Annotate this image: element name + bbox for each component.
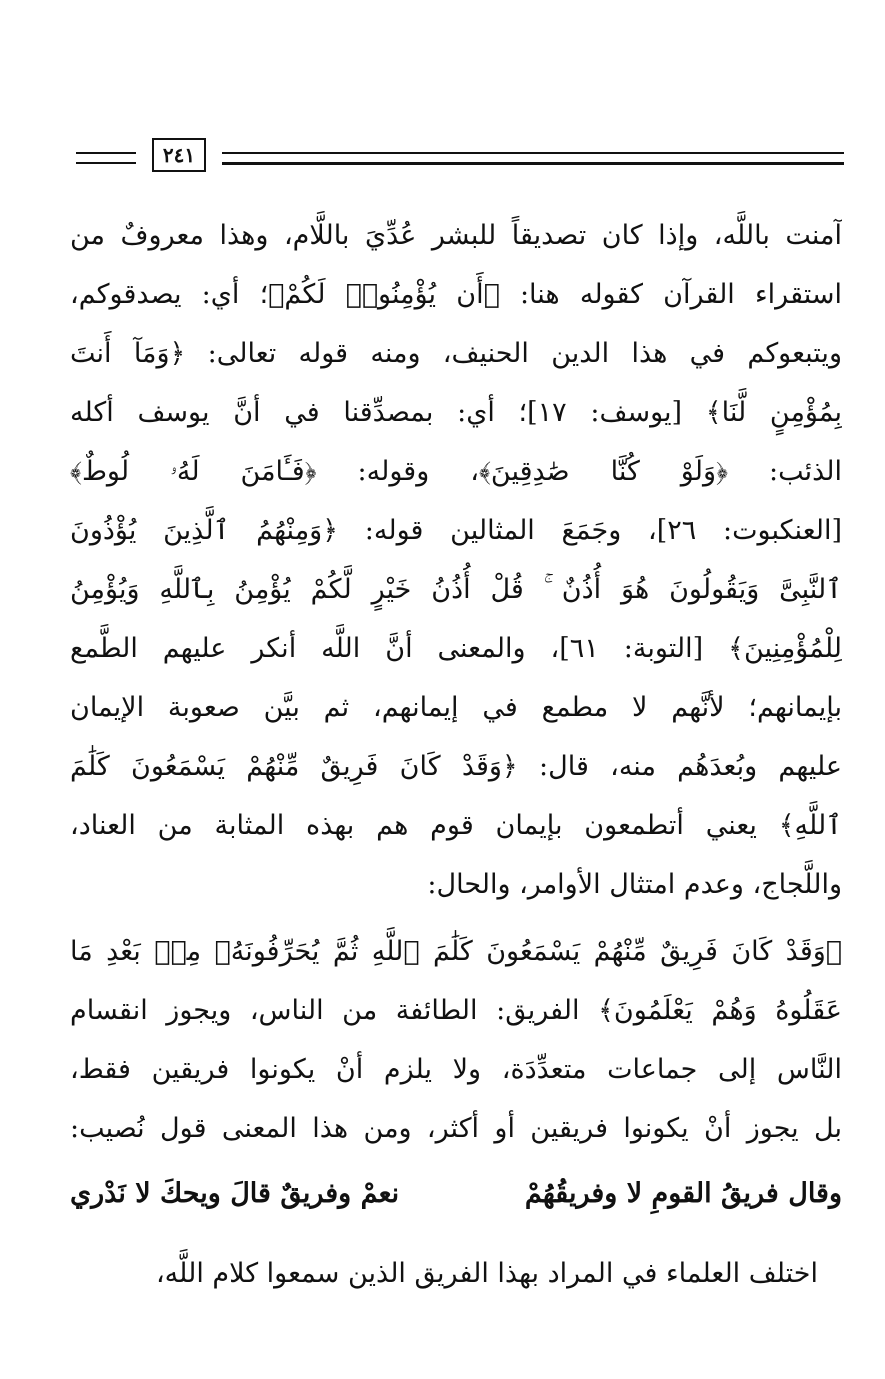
text-line: واللَّجاج، وعدم امتثال الأوامر، والحال:	[427, 869, 842, 900]
page-header	[76, 138, 844, 178]
text-line: ٱلنَّبِىَّ وَيَقُولُونَ هُوَ أُذُنٌ ۚ قُلْ أُذُنُ خَيْرٍ لَّكُمْ يُؤْمِنُ بِٱللَّهِ وَيُؤْمِنُ	[70, 574, 842, 605]
text-line: لِلْمُؤْمِنِينَ﴾ [التوبة: ٦١]، والمعنى أنَّ اللَّه أنكر عليهم الطَّمع	[70, 633, 842, 664]
text-line: النَّاس إلى جماعات متعدِّدَة، ولا يلزم أنْ يكونوا فريقين فقط،	[70, 1054, 842, 1085]
paragraph-1	[70, 206, 842, 914]
paragraph-2	[70, 922, 842, 1158]
text-line: استقراء القرآن كقوله هنا: ﴿أَن يُؤْمِنُوا۟ لَكُمْ﴾؛ أي: يصدقوكم،	[70, 279, 842, 310]
text-line: ٱللَّهِ﴾ يعني أتطمعون بإيمان قوم هم بهذه المثابة من العناد،	[70, 810, 842, 841]
text-line: ويتبعوكم في هذا الدين الحنيف، ومنه قوله تعالى: ﴿وَمَآ أَنتَ	[70, 338, 842, 369]
text-line: عَقَلُوهُ وَهُمْ يَعْلَمُونَ﴾ الفريق: الطائفة من الناس، ويجوز انقسام	[70, 995, 842, 1026]
text-line: بل يجوز أنْ يكونوا فريقين أو أكثر، ومن هذا المعنى قول نُصيب:	[70, 1113, 842, 1144]
header-rule-right	[222, 152, 844, 165]
verse-second-hemistich: نعمْ وفريقٌ قالَ ويحكَ لا نَدْري	[70, 1178, 400, 1209]
text-line: بإيمانهم؛ لأنَّهم لا مطمع في إيمانهم، ثم بيَّن صعوبة الإيمان	[70, 692, 842, 723]
header-rule-left	[76, 152, 136, 164]
page-number: ٢٤١	[152, 138, 206, 172]
text-line: ﴿وَقَدْ كَانَ فَرِيقٌ مِّنْهُمْ يَسْمَعُونَ كَلَٰمَ ٱللَّهِ ثُمَّ يُحَرِّفُونَهُۥ مِنۢ بَعْدِ مَا	[70, 936, 842, 967]
text-line: الذئب: ﴿وَلَوْ كُنَّا صَٰدِقِينَ﴾، وقوله: ﴿فَـَٔامَنَ لَهُۥ لُوطٌ﴾	[70, 456, 842, 487]
text-line: بِمُؤْمِنٍ لَّنَا﴾ [يوسف: ١٧]؛ أي: بمصدِّقنا في أنَّ يوسف أكله	[70, 397, 842, 428]
verse-first-hemistich: وقال فريقُ القومِ لا وفريقُهُمْ	[524, 1178, 842, 1209]
text-line: [العنكبوت: ٢٦]، وجَمَعَ المثالين قوله: ﴿وَمِنْهُمُ ٱلَّذِينَ يُؤْذُونَ	[70, 515, 842, 546]
text-line: آمنت باللَّه، وإذا كان تصديقاً للبشر عُدِّيَ باللَّام، وهذا معروفٌ من	[70, 220, 842, 251]
text-line: عليهم وبُعدَهُم منه، قال: ﴿وَقَدْ كَانَ فَرِيقٌ مِّنْهُمْ يَسْمَعُونَ كَلَٰمَ	[70, 751, 842, 782]
poetry-verse	[70, 1164, 842, 1223]
paragraph-3: اختلف العلماء في المراد بهذا الفريق الذين سمعوا كلام اللَّه،	[155, 1258, 818, 1289]
